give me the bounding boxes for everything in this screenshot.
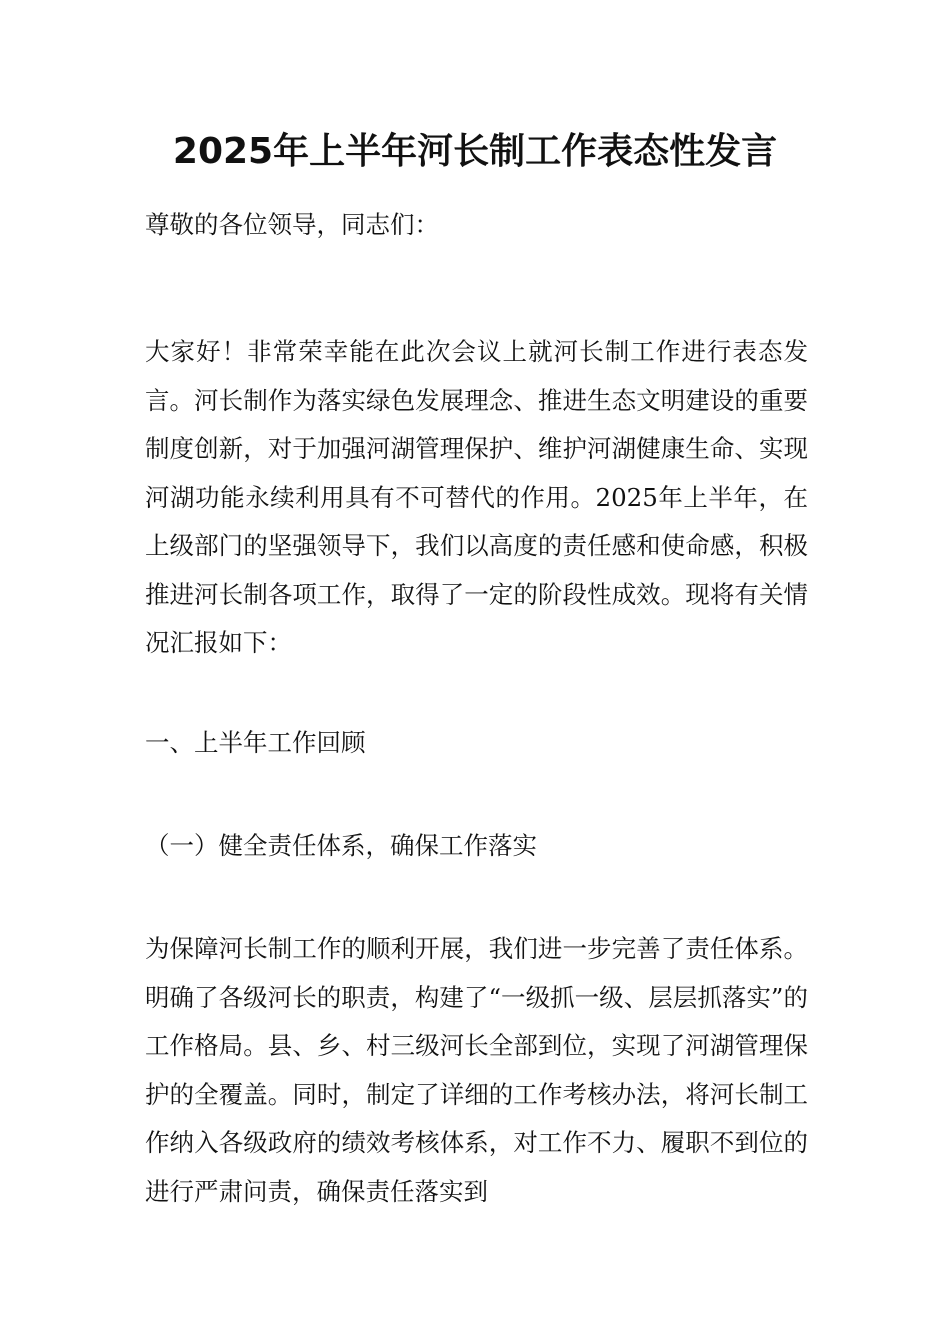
- document-title: 2025年上半年河长制工作表态性发言: [172, 131, 778, 172]
- intro-paragraph: 大家好！非常荣幸能在此次会议上就河长制工作进行表态发言。河长制作为落实绿色发展理念、推进生态文明建设的重要制度创新，对于加强河湖管理保护、维护河湖健康生命、实现河湖功能永续利用具有不可替代的作用。2025年上半年，在上级部门的坚强领导下，我们以高度的责任感和使命感，积极推进河长制各项工作，取得了一定的阶段性成效。现将有关情况汇报如下：: [145, 337, 808, 657]
- subsection-heading: （一）健全责任体系，确保工作落实: [145, 831, 537, 860]
- salutation: 尊敬的各位领导，同志们：: [145, 210, 439, 239]
- section-heading: 一、上半年工作回顾: [145, 728, 366, 757]
- body-paragraph: 为保障河长制工作的顺利开展，我们进一步完善了责任体系。明确了各级河长的职责，构建了“一级抓一级、层层抓落实”的工作格局。县、乡、村三级河长全部到位，实现了河湖管理保护的全覆盖。同时，制定了详细的工作考核办法，将河长制工作纳入各级政府的绩效考核体系，对工作不力、履职不到位的进行严肃问责，确保责任落实到: [145, 934, 808, 1206]
